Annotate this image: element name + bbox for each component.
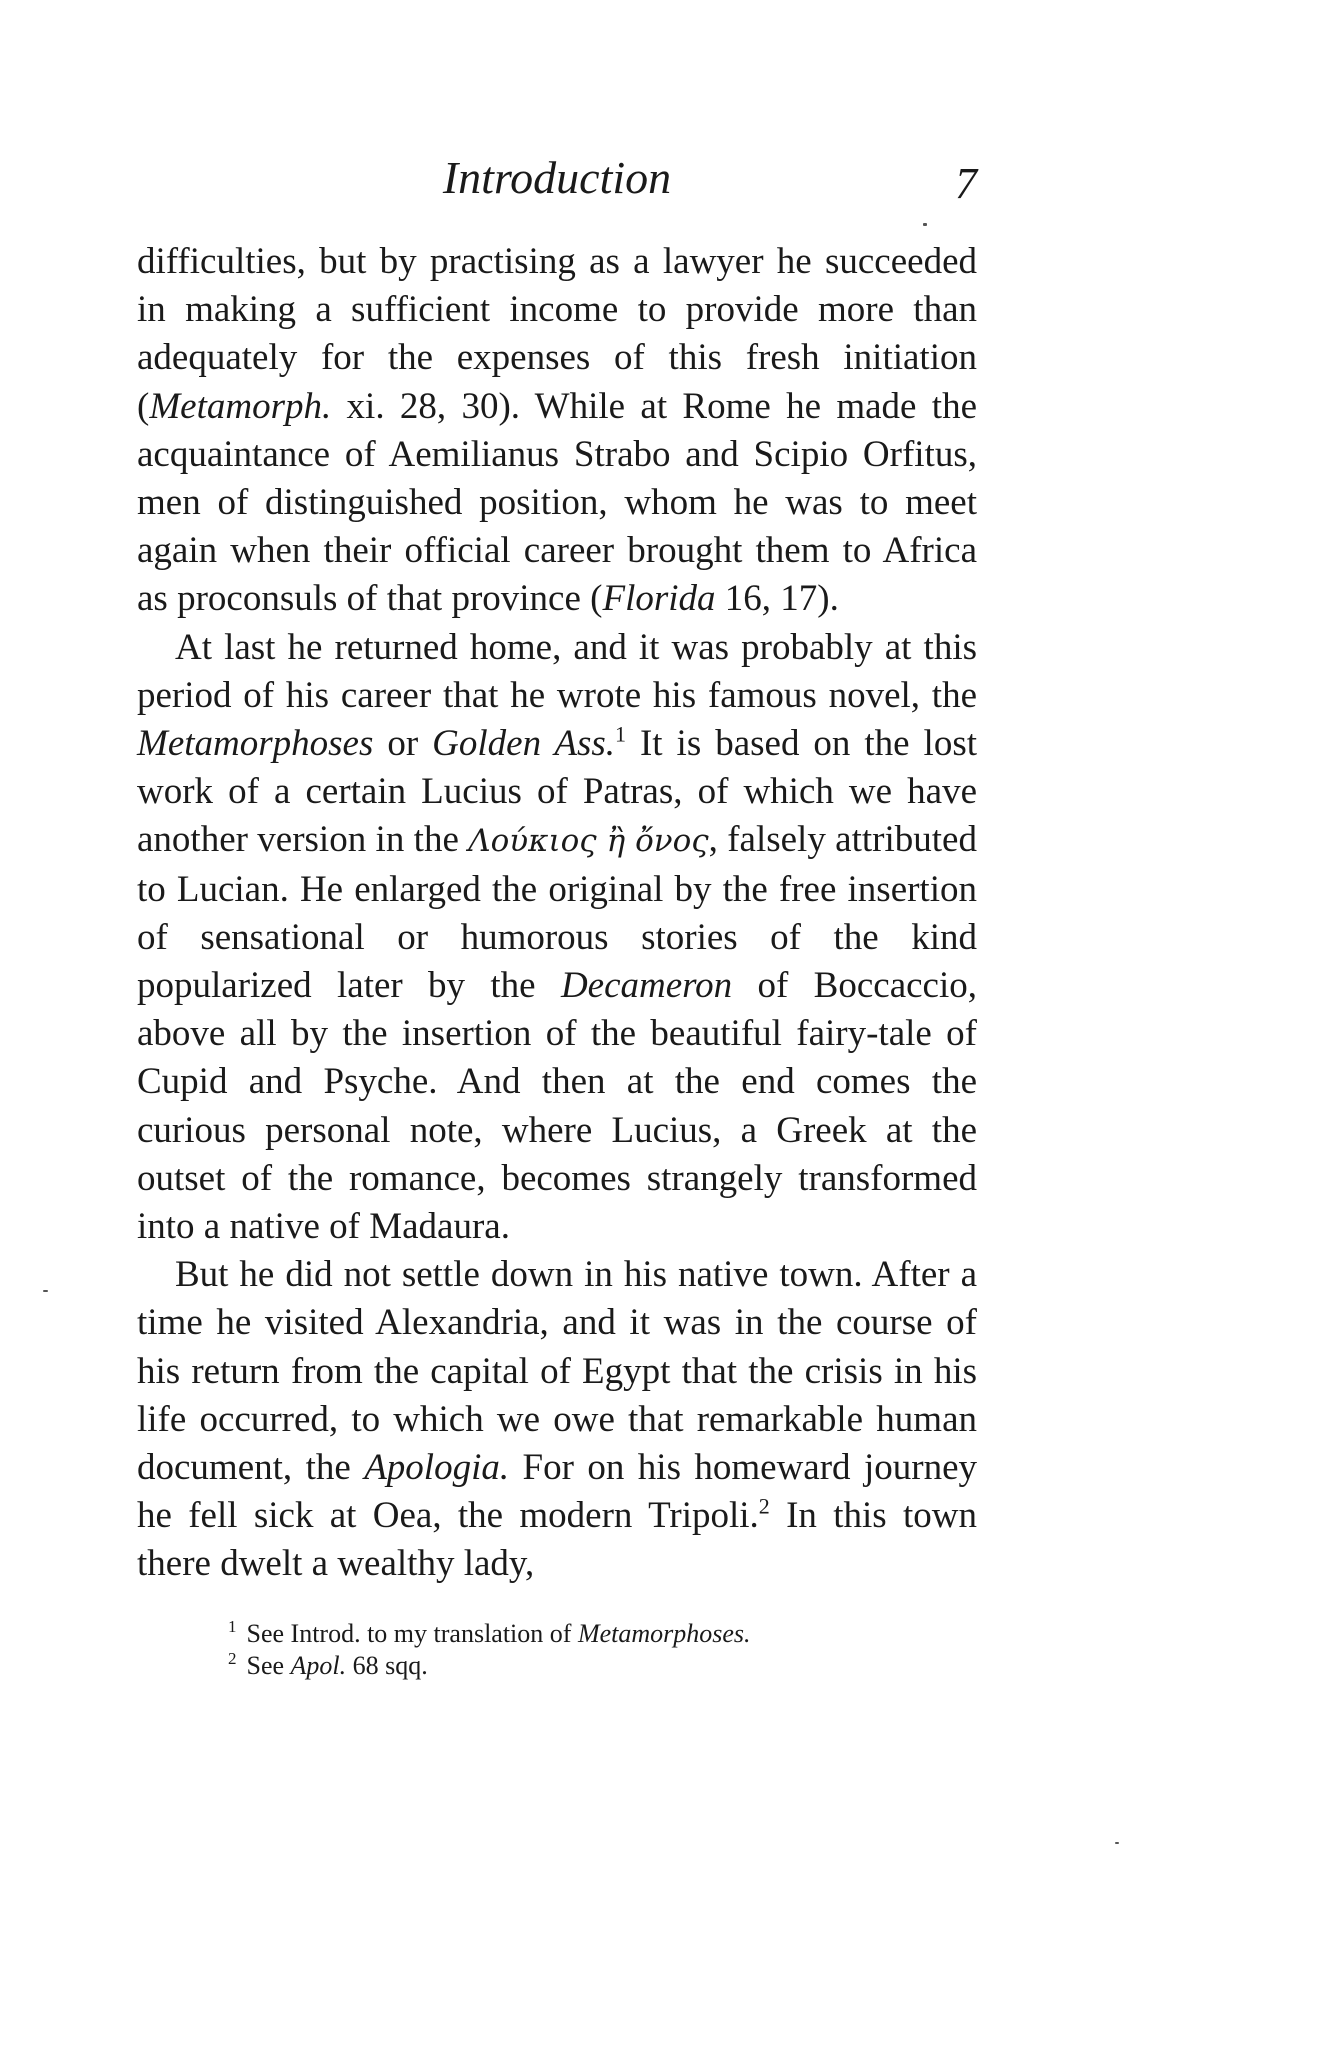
- print-speck: [1115, 1842, 1119, 1844]
- italic-text: Florida: [602, 578, 716, 620]
- text-run: , falsely attributed to Lucian. He enlarged the original by the free insertion of sensational or humorous stories of the kind popularized later by the: [137, 819, 977, 1007]
- chapter-title: Introduction: [442, 152, 672, 203]
- text-run: of Boccaccio, above all by the insertion of the beautiful fairy-tale of Cupid and Psyche. And then at the end comes the curious personal note, where Lucius, a Greek at the outset of the romance, becomes strangely transformed into a native of Madaura.: [137, 965, 977, 1248]
- footnotes: [228, 1618, 948, 1682]
- text-run: It is based on the lost work of a certain Lucius of Patras, of which we have another version in the: [137, 723, 978, 861]
- greek-title: Λούκιος ἢ ὄνος: [468, 823, 709, 860]
- italic-text: Metamorph.: [149, 385, 332, 427]
- italic-text: Metamorphoses: [137, 723, 374, 765]
- text-run: 68 sqq.: [346, 1651, 428, 1680]
- text-run: or: [373, 723, 433, 765]
- text-run: See Introd. to my translation of: [246, 1619, 578, 1648]
- italic-text: Golden Ass.: [432, 723, 616, 765]
- body-text: [137, 238, 977, 1589]
- footnote: [228, 1618, 948, 1650]
- footnote-number: 2: [228, 1649, 237, 1669]
- text-run: 16, 17).: [715, 578, 839, 620]
- running-head: [137, 148, 977, 208]
- footnote-number: 1: [228, 1617, 237, 1637]
- text-run: In this town there dwelt a wealthy lady,: [137, 1495, 977, 1585]
- text-run: difficulties, but by practising as a lawyer he succeeded in making a sufficient income to provide more than adequately for the expenses of this fresh initiation (: [137, 241, 977, 427]
- footnote: [228, 1650, 948, 1682]
- page-number: 7: [955, 159, 977, 208]
- italic-text: Apologia.: [364, 1447, 510, 1489]
- paragraph: [137, 624, 977, 1252]
- italic-text: Metamorphoses.: [577, 1619, 751, 1648]
- text-run: See: [246, 1651, 291, 1680]
- print-speck: [43, 1290, 48, 1292]
- paragraph: [137, 1251, 977, 1588]
- print-speck: [923, 223, 927, 226]
- italic-text: Decameron: [560, 965, 733, 1007]
- footnote-reference: 2: [758, 1493, 770, 1519]
- paragraph: [137, 238, 977, 624]
- italic-text: Apol.: [290, 1651, 347, 1680]
- footnote-reference: 1: [615, 721, 627, 747]
- text-run: But he did not settle down in his native town. After a time he visited Alexandria, and it was in the course of his return from the capital of Egypt that the crisis in his life occurred, to which we owe that remarkable human document, the: [137, 1254, 977, 1489]
- text-run: xi. 28, 30). While at Rome he made the acquaintance of Aemilianus Strabo and Scipio Orfitus, men of distinguished position, whom he was to meet again when their official career brought them to Africa as proconsuls of that province (: [137, 385, 977, 620]
- text-run: For on his homeward journey he fell sick at Oea, the modern Tripoli.: [137, 1447, 977, 1537]
- text-run: At last he returned home, and it was probably at this period of his career that he wrote his famous novel, the: [137, 626, 977, 716]
